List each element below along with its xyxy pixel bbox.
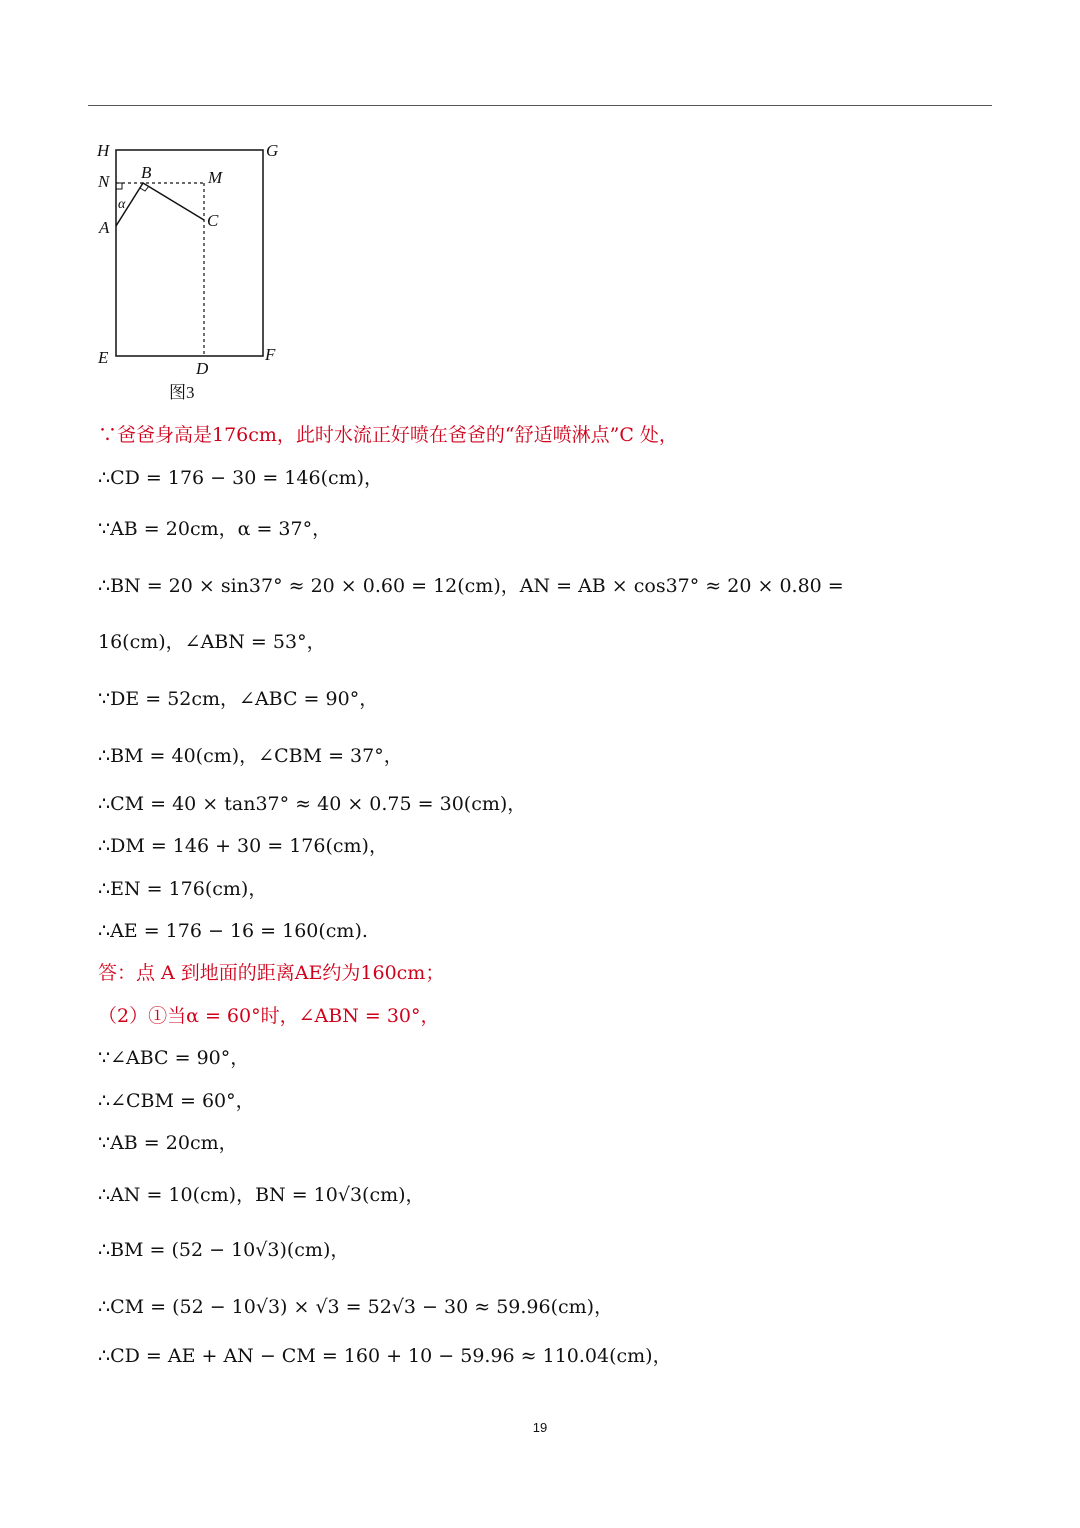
part-2-heading: （2）①当α = 60°时，∠ABN = 30°，	[98, 1005, 440, 1027]
label-c: C	[207, 211, 219, 230]
label-m: M	[208, 168, 223, 187]
solution-line: ∴BM = (52 − 10√3)(cm)，	[98, 1239, 350, 1261]
label-alpha: α	[118, 197, 126, 212]
solution-line: ∵DE = 52cm，∠ABC = 90°，	[98, 688, 379, 710]
solution-line: ∴CM = 40 × tan37° ≈ 40 × 0.75 = 30(cm)，	[98, 793, 527, 815]
label-g: G	[266, 141, 279, 160]
solution-line: ∴EN = 176(cm)，	[98, 878, 268, 900]
solution-line: ∵AB = 20cm，α = 37°，	[98, 518, 332, 540]
label-d: D	[196, 359, 209, 378]
figure-3-diagram	[92, 138, 292, 408]
solution-line: ∴BN = 20 × sin37° ≈ 20 × 0.60 = 12(cm)，AN = AB × cos37° ≈ 20 × 0.80 =	[98, 575, 844, 597]
outer-rectangle	[116, 150, 263, 356]
label-e: E	[98, 348, 109, 367]
solution-line: 16(cm)，∠ABN = 53°，	[98, 631, 326, 653]
solution-line: ∴AE = 176 − 16 = 160(cm).	[98, 920, 368, 942]
solution-line: ∴CM = (52 − 10√3) × √3 = 52√3 − 30 ≈ 59.96(cm)，	[98, 1296, 614, 1318]
label-a: A	[99, 218, 110, 237]
header-rule	[88, 105, 992, 106]
solution-line: ∴AN = 10(cm)，BN = 10√3(cm)，	[98, 1184, 425, 1206]
figure-caption: 图3	[169, 383, 195, 402]
page-number: 19	[532, 1420, 548, 1435]
label-b: B	[141, 163, 152, 182]
solution-line: ∴CD = AE + AN − CM = 160 + 10 − 59.96 ≈ 110.04(cm)，	[98, 1345, 672, 1367]
solution-line: ∵AB = 20cm，	[98, 1132, 238, 1154]
segment-abc	[116, 183, 204, 226]
solution-line: ∵∠ABC = 90°，	[98, 1047, 250, 1069]
solution-line: ∵爸爸身高是176cm，此时水流正好喷在爸爸的“舒适喷淋点”C 处，	[98, 424, 678, 446]
label-h: H	[97, 141, 110, 160]
solution-line: ∴DM = 146 + 30 = 176(cm)，	[98, 835, 388, 857]
right-angle-n	[116, 183, 122, 189]
solution-line: ∴∠CBM = 60°，	[98, 1090, 255, 1112]
label-f: F	[265, 345, 276, 364]
solution-line: ∴BM = 40(cm)，∠CBM = 37°，	[98, 745, 403, 767]
label-n: N	[98, 172, 110, 191]
answer-line: 答：点 A 到地面的距离AE约为160cm；	[98, 962, 445, 984]
solution-line: ∴CD = 176 − 30 = 146(cm)，	[98, 467, 384, 489]
